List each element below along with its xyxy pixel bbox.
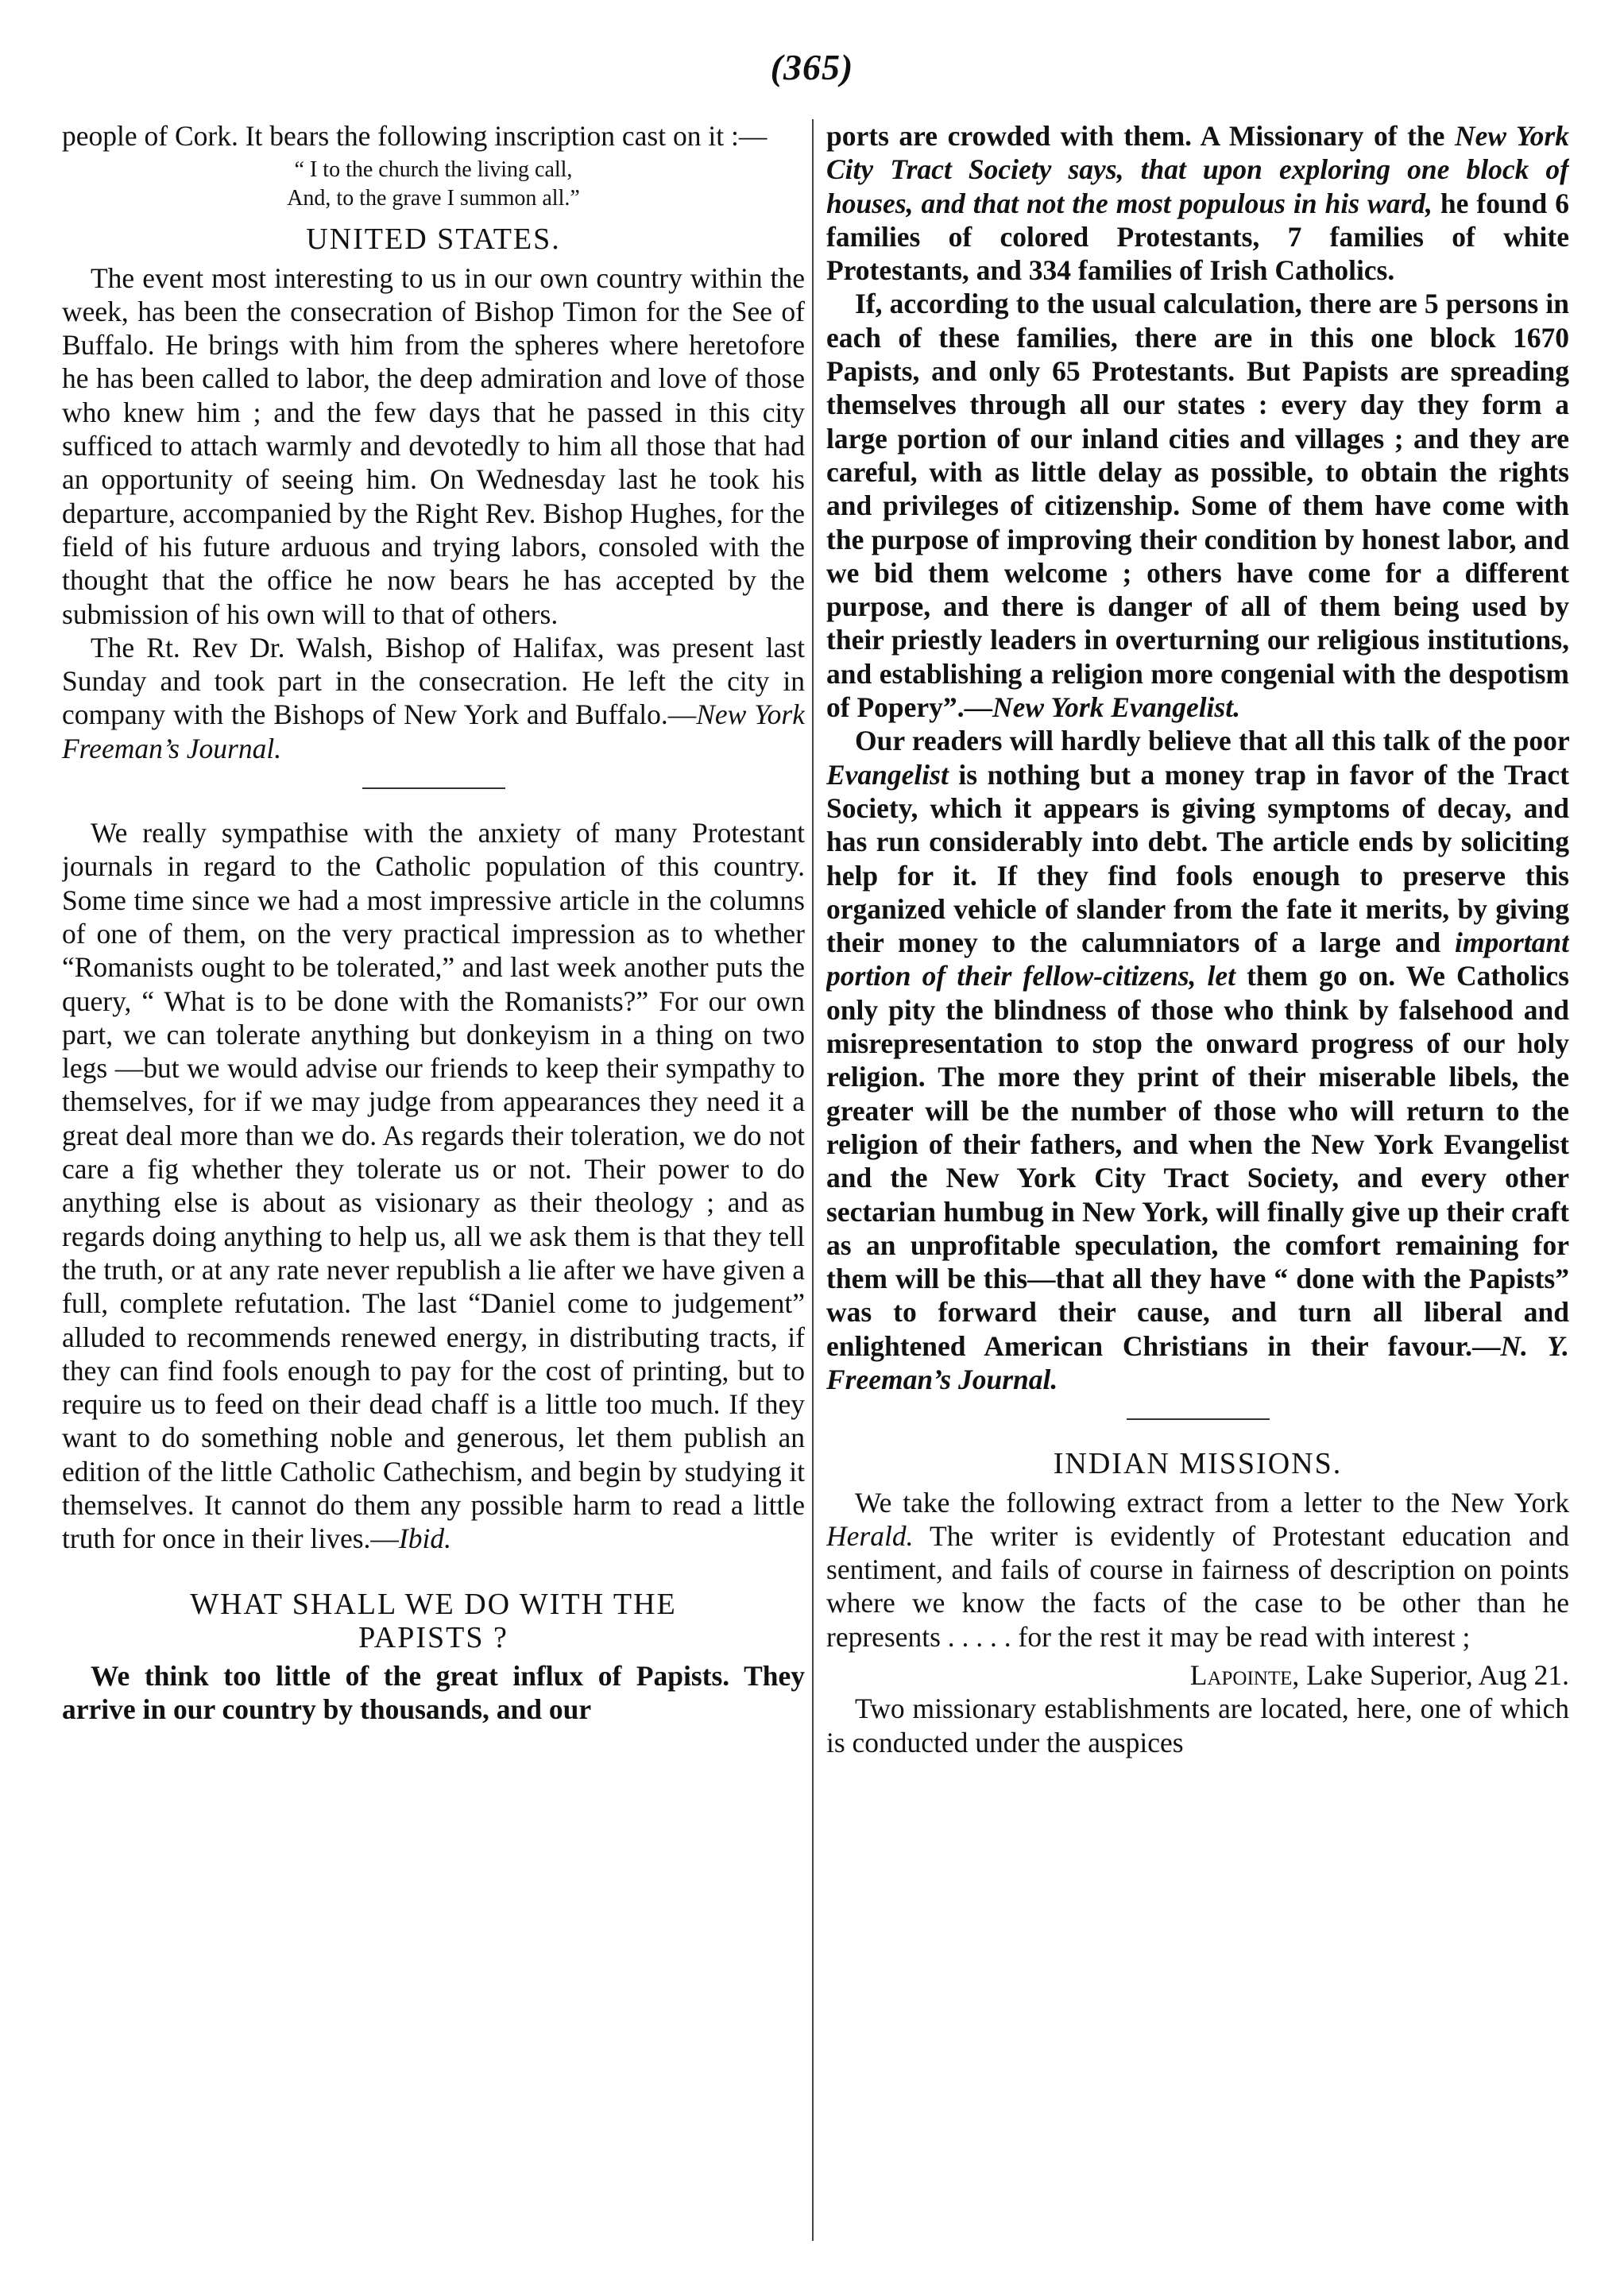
- left-column: [62, 119, 805, 2257]
- indian-herald: Herald.: [826, 1519, 914, 1552]
- us-paragraph-1: The event most interesting to us in our own country within the week, has been the consecration of Bishop Timon for the See of Buffalo. He brings with him from the spheres where heretofore he has been called to labor, the deep admiration and love of those who knew him ; and the few days that he passed in this city sufficed to attach warmly and devotedly to him all those that had an opportunity of seeing him. On Wednesday last he took his departure, accompanied by the Right Rev. Bishop Hughes, for the field of his future arduous and trying labors, consoled with the thought that the office he now bears he has accepted by the submission of his own will to that of others.: [62, 261, 805, 630]
- continued-paragraph-2-source: New York Evangelist.: [992, 691, 1240, 724]
- readers-source: N. Y. Freeman’s Journal.: [826, 1329, 1569, 1395]
- readers-text-end: them go on. We Catholics only pity the blindness of those who think by falsehood and misrepresentation to stop the onward progress of our holy religion. The more they print of their miserable libels, the greater will be the number of those who will return to the religion of their fathers, and when the New York Evangelist and the New York City Tract Society, and every other sectarian humbug in New York, will finally give up their craft as an unprofitable speculation, the comfort remaining for them will be this—that all they have “ done with the Papists” was to forward their cause, and turn all liberal and enlightened American Christians in their favour.—: [826, 960, 1569, 1362]
- continued-paragraph-2: [826, 287, 1569, 724]
- inscription-verse: [62, 156, 805, 213]
- intro-text: people of Cork. It bears the following inscription cast on it :—: [62, 120, 768, 152]
- dateline: [826, 1658, 1569, 1692]
- missions-paragraph-1: Two missionary establishments are located, here, one of which is conducted under the auspices: [826, 1693, 1569, 1758]
- us-paragraph-2-text: The Rt. Rev Dr. Walsh, Bishop of Halifax, was present last Sunday and took part in the consecration. He left the city in company with the Bishops of New York and Buffalo.—: [62, 631, 805, 731]
- sympathise-source: Ibid.: [398, 1522, 451, 1555]
- verse-line-1: “ I to the church the living call,: [294, 157, 573, 183]
- continued-text-start: ports are crowded with them. A Missionary of the: [826, 120, 1455, 152]
- readers-text-mid: is nothing but a money trap in favor of the Tract Society, which it appears is giving symptoms of decay, and has run considerably into debt. The article ends by soliciting help for it. If they find fools enough to preserve this organized vehicle of slander from the fate it merits, by giving their money to the calumniators of a large and: [826, 758, 1569, 959]
- verse-line-2: And, to the grave I summon all.”: [287, 186, 580, 211]
- indian-intro-start: We take the following extract from a letter to the New York: [855, 1486, 1569, 1519]
- section-divider-left: [362, 787, 505, 789]
- readers-evangelist: Evangelist: [826, 758, 949, 791]
- us-paragraph-2-source: New York Freeman’s Journal.: [62, 698, 805, 764]
- dateline-place: Lapointe,: [1189, 1659, 1300, 1692]
- page-number: (365): [770, 47, 854, 87]
- papists-paragraph-1: We think too little of the great influx of Papists. They arrive in our country by thousands, and our: [62, 1660, 805, 1726]
- heading-papists-line-2: PAPISTS ?: [358, 1620, 508, 1654]
- readers-text-italic: important portion of their fellow-citizens, let: [826, 927, 1569, 992]
- us-paragraph-2: [62, 631, 805, 765]
- continued-text-italic: New York City Tract Society says, that upon exploring one block of houses, and that not the most populous in his ward,: [826, 120, 1569, 219]
- sympathise-text: We really sympathise with the anxiety of many Protestant journals in regard to the Catholic population of this country. Some time since we had a most impressive article in the columns of one of them, on the very practical impression as to whether “Romanists ought to be tolerated,” and last week another puts the query, “ What is to be done with the Romanists?” For our own part, we can tolerate anything but donkeyism in a thing on two legs —but we would advise our friends to keep their sympathy to themselves, for if we may judge from appearances they need it a great deal more than we do. As regards their toleration, we do not care a fig whether they tolerate us or not. Their power to do anything else is about as visionary as their theology ; and as regards doing anything to help us, all we ask them is that they tell the truth, or at any rate never republish a lie after we have given a full, complete refutation. The last “Daniel come to judgement” alluded to recommends renewed energy, in distributing tracts, if they can find fools enough to pay for the cost of printing, but to require us to feed on their dead chaff is a little too much. If they want to do something noble and generous, let them publish an edition of the little Catholic Cathechism, and begin by studying it themselves. It cannot do them any possible harm to read a little truth for once in their lives.—: [62, 817, 805, 1555]
- continued-paragraph-2-text: If, according to the usual calculation, there are 5 persons in each of these families, there are in this one block 1670 Papists, and only 65 Protestants. But Papists are spreading themselves through all our states : every day they form a large portion of our inland cities and villages ; and they are careful, with as little delay as possible, to obtain the rights and privileges of citizenship. Some of them have come with the purpose of improving their condition by honest labor, and we bid them welcome ; others have come for a different purpose, and there is danger of all of them being used by their priestly leaders in overturning our religious institutions, and establishing a religion more congenial with the despotism of Popery”.—: [826, 288, 1569, 724]
- continued-text-end: he found 6 families of colored Protestants, 7 families of white Protestants, and 334 families of Irish Catholics.: [826, 187, 1569, 287]
- indian-intro-paragraph: [826, 1486, 1569, 1654]
- dateline-rest: Lake Superior, Aug 21.: [1299, 1659, 1569, 1692]
- heading-papists: [62, 1588, 805, 1655]
- readers-paragraph: [826, 724, 1569, 1396]
- right-column: [826, 119, 1569, 2257]
- section-divider-right: [1127, 1418, 1270, 1420]
- readers-text-start: Our readers will hardly believe that all this talk of the poor: [855, 725, 1569, 757]
- column-divider: [812, 119, 814, 2241]
- sympathise-paragraph: [62, 816, 805, 1556]
- heading-united-states: UNITED STATES.: [306, 222, 561, 257]
- indian-intro-end: The writer is evidently of Protestant education and sentiment, and fails of course in fairness of description on points where we know the facts of the case to be other than he represents . . . . . for the rest it may be read with interest ;: [826, 1519, 1569, 1653]
- continued-paragraph-1: [826, 119, 1569, 287]
- heading-indian-missions: INDIAN MISSIONS.: [1053, 1447, 1343, 1481]
- heading-papists-line-1: WHAT SHALL WE DO WITH THE: [190, 1587, 677, 1621]
